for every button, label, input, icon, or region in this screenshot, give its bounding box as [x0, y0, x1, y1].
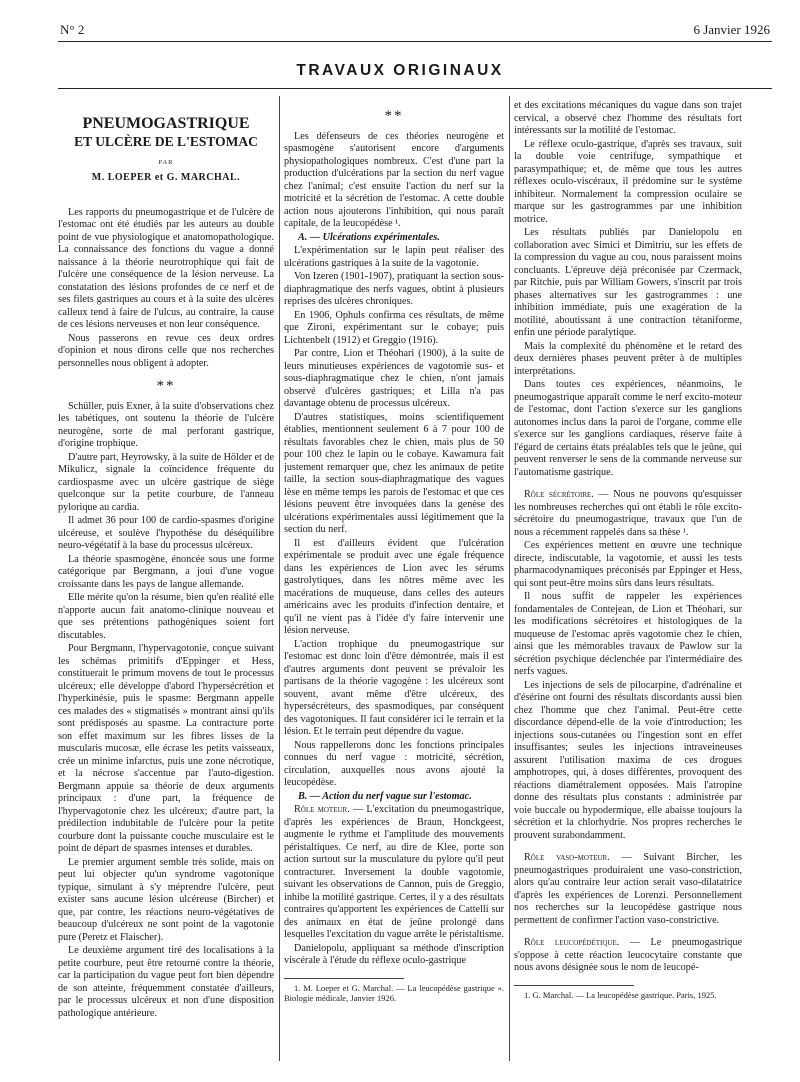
paragraph: En 1906, Ophuls confirma ces résultats, de même que Zironi, expérimentant sur le cobaye; puis Lichtenbelt (1912) et Greggio (1916).	[284, 309, 504, 346]
paragraph	[514, 937, 742, 975]
issue-number: N° 2	[60, 22, 85, 37]
column-3	[514, 100, 742, 1075]
footnote-rule	[514, 985, 634, 986]
issue-date: 6 Janvier 1926	[693, 22, 770, 37]
paragraph: Nous rappellerons donc les fonctions principales connues du nerf vague : motricité, sécrétion, circulation, auxquelles nous avons ajouté la leucopédèse.	[284, 739, 504, 788]
paragraph-text: — Le pneumogastrique s'oppose à cette réaction leucocytaire constante que nous avons désignée sous le nom de leucopé-	[514, 937, 742, 973]
paragraph: Les résultats publiés par Danielopolu en collaboration avec Simici et Dimitriu, sur les effets de la compression du vague au cou, nous paraissent moins concluants. L'épreuve déjà préconisée par Czermack, par Ritchie, puis par William Gowers, s'inscrit par trois phases alternatives sur les gastrogrammes : une inhibition immédiate, puis une exagération de la motilité, aboutissant à une contraction tétaniforme, enfin une période paralytique.	[514, 227, 742, 338]
role-leuco-label: Rôle leucopédétique.	[524, 937, 620, 948]
role-secretoire-label: Rôle sécrétoire.	[524, 489, 594, 500]
paragraph: Les défenseurs de ces théories neurogène et spasmogène s'autorisent encore d'arguments physiopathologiques nombreux. C'est d'une part la production d'ulcérations par la section du nerf vague chez l'animal; c'est ensuite l'action du nerf sur la motricité et la sécrétion de l'estomac. A cette double action nous ajouterons l'inhibition, qui nous paraît capitale, de la leucopédèse ¹.	[284, 130, 504, 229]
subheading-experimental-ulcers: A. — Ulcérations expérimentales.	[298, 231, 440, 243]
paragraph: Danielopolu, appliquant sa méthode d'inscription viscérale à l'étude du réflexe oculo-gastrique	[284, 942, 504, 966]
footnote: 1. M. Loeper et G. Marchal. — La leucopédèse gastrique ». Biologie médicale, Janvier 1926.	[284, 982, 504, 1003]
paragraph	[284, 804, 504, 942]
paragraph: L'action trophique du pneumogastrique sur l'estomac est donc loin d'être démontrée, mais il est d'autres arguments dont peuvent se prévaloir les partisans de la théorie vagogène : les ulcéreux sont souvent, avant même d'être ulcéreux, des hypersécréteurs, des spasmodiques, par conséquent des vagotoniques. Il faut considérer ici le terrain et la lésion. Et le terrain peut dépendre du vague.	[284, 638, 504, 737]
paragraph: D'autres statistiques, moins scientifiquement établies, mentionnent seulement 6 à 7 pour 100 de résultats favorables chez le chien, mais plus de 50 pour 100 chez le lapin ou le cobaye. Kawamura fait justement remarquer que, chez les animaux de petite taille, la section sous-diaphragmatique des vagues lèse en même temps les parois de l'estomac et que ces lésions peuvent être invoquées dans la genèse des ulcérations expérimentales aussi légitimement que la section du nerf.	[284, 411, 504, 535]
paragraph: D'autre part, Heyrowsky, à la suite de Hölder et de Mikulicz, signale la coïncidence fréquente du cardiospasme avec un ulcère gastrique de siège quelconque sur la petite courbure, de l'anneau pylorique au cardia.	[58, 451, 274, 513]
paragraph: Dans toutes ces expériences, néanmoins, le pneumogastrique apparaît comme le nerf excito-moteur de l'estomac, dont l'action s'exerce sur les ganglions autonomes inclus dans la paroi de l'organe, comme elle s'exerce sur les ganglions cardiaques, réserve faite à l'égard de certains états préalables tels que le jeûne, qui peuvent renverser le sens de la commande nerveuse sur l'automatisme gastrique.	[514, 379, 742, 478]
paragraph: Il admet 36 pour 100 de cardio-spasmes d'origine ulcéreuse, et soulève l'hypothèse du déséquilibre neuro-végétatif à la base du processus ulcéreux.	[58, 515, 274, 551]
column-rule-2	[509, 96, 510, 1061]
byline-par: PAR	[158, 158, 174, 166]
column-2	[284, 100, 504, 1075]
paragraph-text: — Nous ne pouvons qu'esquisser les nombreuses recherches qui ont établi le rôle excito-sécrétoire du pneumogastrique, travaux que l'un de nous a récemment rappelés dans sa thèse ¹.	[514, 489, 742, 538]
footnote-rule	[284, 978, 404, 979]
paragraph: Schüller, puis Exner, à la suite d'observations chez les tabétiques, ont soutenu la théorie de l'ulcère neurogène, sorte de mal perforant gastrique, d'origine trophique.	[58, 400, 274, 449]
article-title: PNEUMOGASTRIQUE	[82, 115, 250, 132]
paragraph: Mais la complexité du phénomène et le retard des deux dernières phases peuvent prêter à de multiples interprétations.	[514, 340, 742, 377]
role-vasomoteur-label: Rôle vaso-moteur.	[524, 852, 610, 863]
role-moteur-label: Rôle moteur.	[294, 804, 350, 815]
section-break-stars: **	[384, 108, 404, 124]
paragraph: Pour Bergmann, l'hypervagotonie, conçue suivant les schémas primitifs d'Eppinger et Hess, constituerait le primum movens de tout le processus ulcéreux; elle développe d'abord l'hypersécrétion et l'hyperkinésie, puis le spasme: Bergmann appelle ces malades des « stigmatisés » montrant ainsi qu'ils sont prédisposés au spasme. La contracture porte son effet maximum sur les fibres lisses de la muscularis mucosæ, elle écrase les petits vaisseaux, crée un minime infarctus, puis une zone nécrotique, et la nécrose s'accentue par l'auto-digestion. Bergmann appuie sa théorie de deux arguments principaux : d'une part, la fréquence de l'hypervagotonie chez les ulcéreux; d'autre part, la prédilection indubitable de l'ulcère pour la petite courbure dont la puissante couche musculaire est le point de départ de spasmes intenses et durables.	[58, 643, 274, 854]
paragraph: Les injections de sels de pilocarpine, d'adrénaline et d'ésérine ont fourni des résultats discordants aussi bien chez l'homme que chez l'animal. Peut-être cette discordance dépend-elle de la voie d'introduction; les injections sous-cutanées ou l'ingestion sont en effet insuffisantes; seules les injections intraveineuses assurent l'utilisation maxima de ces drogues amphotropes, qui, à doses différentes, provoquent des réactions diamétralement opposées. Mais l'atropine donne des résultats plus constants : administrée par voie buccale ou hypodermique, elle abaisse toujours la sécrétion et la chlorhydrie. Nos propres recherches le prouvent surabondamment.	[514, 679, 742, 841]
paragraph: L'expérimentation sur le lapin peut réaliser des ulcérations gastriques à la suite de la vagotonie.	[284, 245, 504, 269]
paragraph: Il nous suffit de rappeler les expériences fondamentales de Contejean, de Lion et Théohari, sur les modifications sécrétoires et histologiques de la muqueuse de l'estomac après vagotomie chez le chien, ainsi que les mémorables travaux de Pawlow sur la sécrétion psychique déclenchée par l'intermédiaire des nerfs vagues.	[514, 591, 742, 677]
paragraph	[514, 852, 742, 927]
column-rule-1	[279, 96, 280, 1061]
authors: M. LOEPER et G. MARCHAL.	[91, 172, 241, 183]
paragraph: Le réflexe oculo-gastrique, d'après ses travaux, suit la double voie centrifuge, sympathique et parasympathique; et, de même que tous les autres réflexes oculo-viscéraux, il prédomine sur le système inhibiteur. Normalement la compression oculaire se marque sur les gastrogrammes par une inhibition motrice.	[514, 138, 742, 225]
section-break-stars: **	[156, 378, 176, 394]
paragraph	[514, 489, 742, 539]
footnote: 1. G. Marchal. — La leucopédèse gastrique. Paris, 1925.	[524, 989, 717, 1000]
paragraph: Il est d'ailleurs évident que l'ulcération expérimentale se produit avec une égale fréquence dans les expériences de Lion avec les sérums gastrolytiques, dans les nôtres même avec les macérations de muqueuse, dans celles des auteurs américains avec les produits d'infection dentaire, et qu'il ne vient pas à l'idée d'y faire intervenir une lésion nerveuse.	[284, 537, 504, 636]
subheading-vagus-action: B. — Action du nerf vague sur l'estomac.	[298, 790, 472, 802]
paragraph: Elle mérite qu'on la résume, bien qu'en réalité elle n'apporte aucun fait anatomo-clinique nouveau et que ses prétentions pathogéniques soient fort discutables.	[58, 592, 274, 641]
paragraph-text: — L'excitation du pneumogastrique, d'après les expériences de Braun, Honckgeest, augmente le rythme et l'amplitude des mouvements péristaltiques. Ce nerf, au dire de Klee, porte son action surtout sur la musculature du pylore qu'il peut contracturer. Inversement la double vagotomie, suivant les observations de Cannon, puis de Greggio, inhibe la motilité gastrique. Certes, il y a des résultats contraires qu'apportent les expériences de Cattelli sur des animaux en état de jeûne prolongé dans lesquelles l'excitation du vague arrête le péristaltisme.	[284, 804, 504, 940]
article-subtitle: ET ULCÈRE DE L'ESTOMAC	[74, 134, 258, 149]
paragraph: La théorie spasmogène, énoncée sous une forme catégorique par Bergmann, a joui d'une vogue croissante dans les pays de langue allemande.	[58, 553, 274, 590]
column-1	[58, 100, 274, 1075]
paragraph: Nous passerons en revue ces deux ordres d'opinion et nous dirons celle que nos recherches personnelles nous obligent à adopter.	[58, 332, 274, 369]
paragraph: Le deuxième argument tiré des localisations à la petite courbure, peut être retourné contre la théorie, car la participation du vague peut fort bien dépendre de son atteinte, fréquemment constatée d'ailleurs, par le processus ulcéreux et non d'une disposition pathologique antérieure.	[58, 945, 274, 1019]
paragraph: Le premier argument semble très solide, mais on peut lui objecter qu'un syndrome vagotonique typique, simulant à s'y méprendre l'ulcère, peut exister sans aucune lésion ulcéreuse (Bircher) et que, par contre, les réactions neuro-végétatives de beaucoup d'ulcéreux ne sont point de la vagotonie pure (Peretz et Flaischer).	[58, 856, 274, 943]
paragraph: Par contre, Lion et Théohari (1900), à la suite de leurs minutieuses expériences de vagotomie sus- et sous-diaphragmatique chez le chien, n'ont jamais observé d'ulcères gastriques; et Lilla n'a pas davantage obtenu de processus ulcéreux.	[284, 348, 504, 409]
paragraph: Ces expériences mettent en œuvre une technique directe, indiscutable, la vagotomie, et aussi les tests pharmacodynamiques préconisés par Eppinger et Hess, qui sont peut-être moins sûrs dans leurs résultats.	[514, 540, 742, 589]
header-rule	[58, 41, 772, 42]
paragraph-text: — Suivant Bircher, les pneumogastriques produiraient une vaso-constriction, alors qu'au contraire leur action serait vaso-dilatatrice d'après les expériences de Lorenzi. Personnellement nos recherches sur la leucopédèse gastrique nous permettent de confirmer l'action vaso-constrictive.	[514, 852, 742, 926]
section-rule	[58, 88, 772, 89]
paragraph: Les rapports du pneumogastrique et de l'ulcère de l'estomac ont été étudiés par les auteurs au double point de vue physiologique et anatomopathologique. La connaissance des fonctions du vague a donné naissance à la théorie neurotrophique qui fait de l'ulcère une conséquence de la lésion nerveuse. La constatation des lésions profondes de ce nerf et de ses filets gastriques au cours et à la suite des ulcères calleux tend à faire de l'ulcus, au contraire, la cause de ces lésions nerveuses et non leur conséquence.	[58, 206, 274, 330]
paragraph: Von Izeren (1901-1907), pratiquant la section sous-diaphragmatique des nerfs vagues, obtint à plusieurs reprises des ulcères chroniques.	[284, 271, 504, 307]
section-title: TRAVAUX ORIGINAUX	[296, 62, 504, 79]
paragraph: et des excitations mécaniques du vague dans son trajet cervical, a observé chez l'homme des résultats fort intéressants sur la motilité de l'estomac.	[514, 100, 742, 136]
